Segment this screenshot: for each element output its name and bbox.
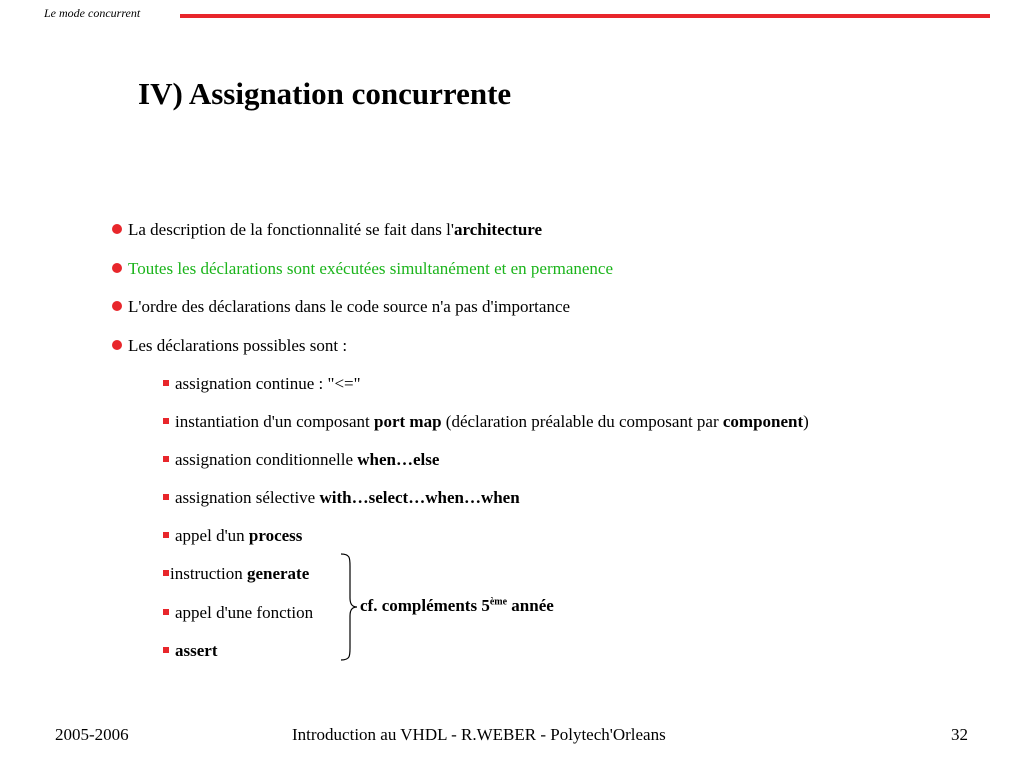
bullet-order <box>112 297 570 317</box>
subitem-text: appel d'une fonction <box>175 603 314 622</box>
subitem-conditional-assignment <box>163 450 439 470</box>
subitem-text: instruction <box>170 564 247 583</box>
header-rule <box>180 14 990 18</box>
subitem-text: assignation continue : "<=" <box>175 374 361 393</box>
right-brace-icon <box>338 552 358 662</box>
subitem-bold: process <box>248 526 303 545</box>
bullet-dot <box>112 263 122 273</box>
subitem-bold-2: component <box>722 412 804 431</box>
subitem-text-3: ) <box>803 412 809 431</box>
footer-course-title: Introduction au VHDL - R.WEBER - Polytech'Orleans <box>292 725 666 744</box>
subitem-instantiation <box>163 412 809 432</box>
square-bullet <box>163 494 169 500</box>
subitem-function-call <box>163 603 313 623</box>
slide-header-label: Le mode concurrent <box>44 6 141 20</box>
subitem-bold: port map <box>374 412 442 431</box>
square-bullet <box>163 456 169 462</box>
bullet-dot <box>112 340 122 350</box>
bullet-text: Toutes les déclarations sont exécutées simultanément et en permanence <box>128 259 614 278</box>
bullet-dot <box>112 301 122 311</box>
bullet-possible-declarations <box>112 336 347 356</box>
complements-note <box>360 596 554 616</box>
note-superscript: ème <box>489 596 508 608</box>
bullet-bold: architecture <box>453 220 543 239</box>
square-bullet <box>163 380 169 386</box>
subitem-bold: assert <box>175 641 218 660</box>
subitem-bold: generate <box>246 564 310 583</box>
subitem-assert <box>163 641 217 661</box>
subitem-text: assignation sélective <box>175 488 320 507</box>
subitem-bold: when…else <box>357 450 440 469</box>
square-bullet <box>163 647 169 653</box>
bullet-architecture <box>112 220 542 240</box>
subitem-text: instantiation d'un composant <box>175 412 375 431</box>
bullet-simultaneous <box>112 259 613 279</box>
square-bullet <box>163 609 169 615</box>
slide-title: IV) Assignation concurrente <box>138 76 512 111</box>
subitem-process-call <box>163 526 302 546</box>
bullet-text: La description de la fonctionnalité se fait dans l' <box>128 220 454 239</box>
page-number: 32 <box>951 725 968 744</box>
square-bullet <box>163 532 169 538</box>
bullet-text: Les déclarations possibles sont : <box>128 336 348 355</box>
bullet-dot <box>112 224 122 234</box>
square-bullet <box>163 418 169 424</box>
subitem-generate <box>163 564 309 584</box>
subitem-text: appel d'un <box>175 526 249 545</box>
subitem-continuous-assignment <box>163 374 361 394</box>
footer-year: 2005-2006 <box>55 725 129 744</box>
subitem-bold: with…select…when…when <box>319 488 520 507</box>
subitem-selective-assignment <box>163 488 520 508</box>
note-text: cf. compléments 5 <box>360 596 490 615</box>
subitem-text-2: (déclaration préalable du composant par <box>441 412 723 431</box>
bullet-text: L'ordre des déclarations dans le code source n'a pas d'importance <box>128 297 571 316</box>
note-text-2: année <box>507 596 554 615</box>
square-bullet <box>163 570 169 576</box>
subitem-text: assignation conditionnelle <box>175 450 358 469</box>
